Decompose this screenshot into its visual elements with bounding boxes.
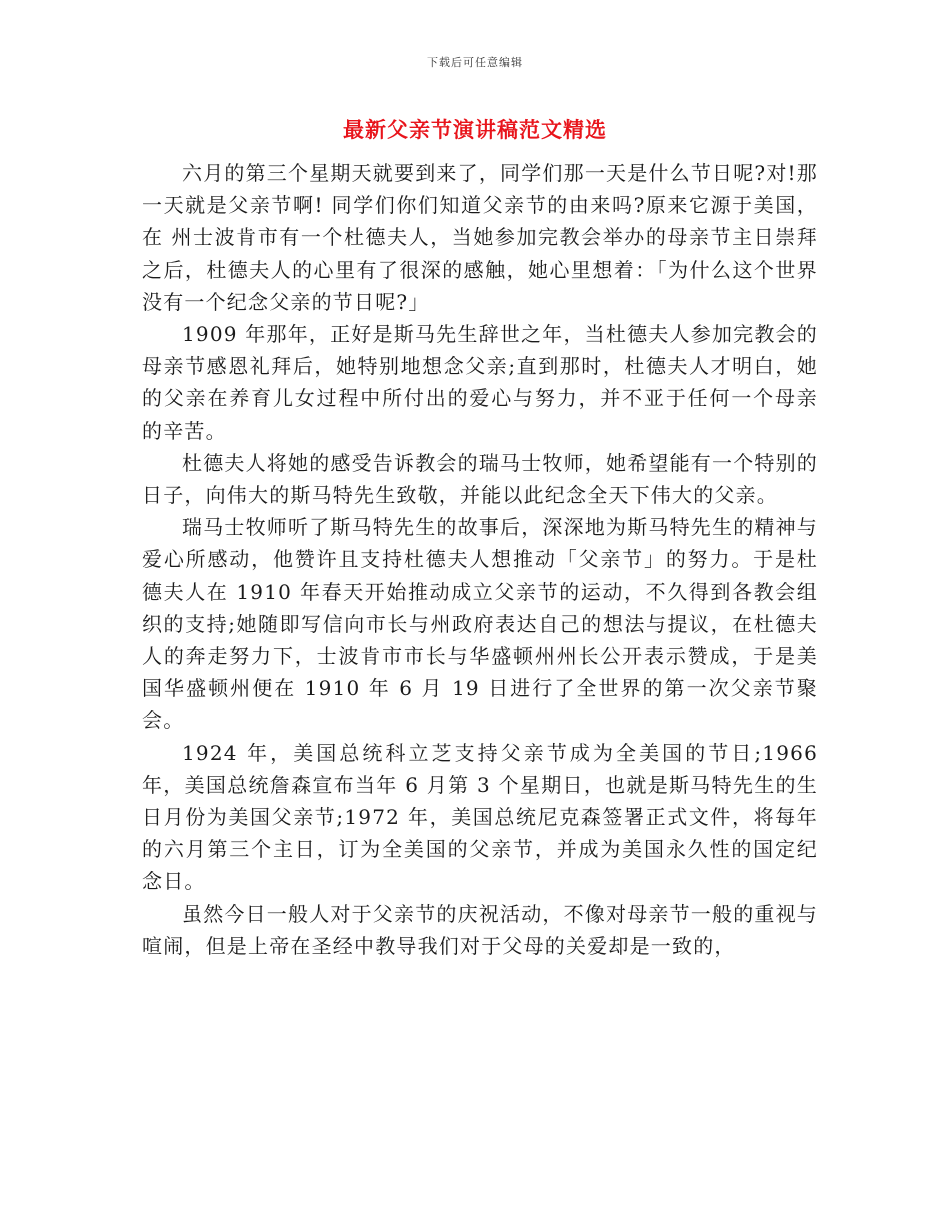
paragraph-today: 虽然今日一般人对于父亲节的庆祝活动，不像对母亲节一般的重视与喧闹，但是上帝在圣经中教导我们对于父母的关爱却是一致的， bbox=[142, 901, 818, 958]
document-title: 最新父亲节演讲稿范文精选 bbox=[343, 117, 607, 142]
paragraph-origin: 六月的第三个星期天就要到来了，同学们那一天是什么节日呢?对!那一天就是父亲节啊! 同学们你们知道父亲节的由来吗?原来它源于美国，在 州士波肯市有一个杜德夫人，当她参加完教会举办的母亲节主日崇拜之后，杜德夫人的心里有了很深的感触，她心里想着：「为什么这个世界没有一个纪念父亲的节日呢?」 bbox=[142, 161, 818, 314]
page-header-note: 下载后可任意编辑 bbox=[427, 56, 523, 69]
document-body bbox=[142, 157, 818, 962]
paragraph-national: 1924 年，美国总统科立芝支持父亲节成为全美国的节日;1966 年，美国总统詹森宣布当年 6 月第 3 个星期日，也就是斯马特先生的生日月份为美国父亲节;1972 年，美国总统尼克森签署正式文件，将每年的六月第三个主日，订为全美国的父亲节，并成为美国永久性的国定纪念日。 bbox=[142, 740, 818, 894]
paragraph-1909: 1909 年那年，正好是斯马先生辞世之年，当杜德夫人参加完教会的母亲节感恩礼拜后，她特别地想念父亲;直到那时，杜德夫人才明白，她的父亲在养育儿女过程中所付出的爱心与努力，并不亚于任何一个母亲的辛苦。 bbox=[142, 322, 818, 443]
paragraph-movement: 瑞马士牧师听了斯马特先生的故事后，深深地为斯马特先生的精神与爱心所感动，他赞许且支持杜德夫人想推动「父亲节」的努力。于是杜德夫人在 1910 年春天开始推动成立父亲节的运动，不久得到各教会组织的支持;她随即写信向市长与州政府表达自己的想法与提议，在杜德夫人的奔走努力下，士波肯市市长与华盛顿州州长公开表示赞成，于是美国华盛顿州便在 1910 年 6 月 19 日进行了全世界的第一次父亲节聚会。 bbox=[142, 515, 818, 733]
paragraph-pastor: 杜德夫人将她的感受告诉教会的瑞马士牧师，她希望能有一个特别的日子，向伟大的斯马特先生致敬，并能以此纪念全天下伟大的父亲。 bbox=[142, 450, 818, 508]
